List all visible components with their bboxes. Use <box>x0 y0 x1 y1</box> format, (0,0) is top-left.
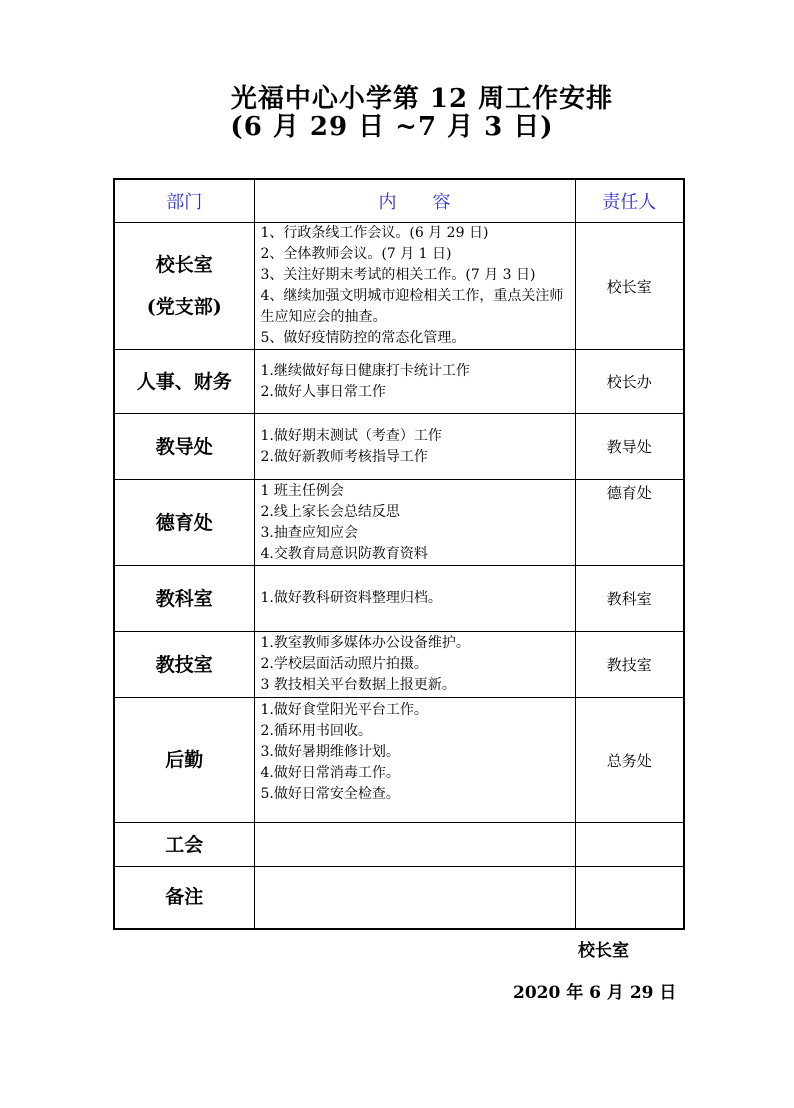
table-header-row <box>114 179 684 223</box>
dept-label: (党支部) <box>146 296 222 318</box>
content-cell <box>254 632 575 698</box>
list-item: 2.学校层面活动照片拍摄。 <box>260 656 428 672</box>
content-cell <box>254 867 575 929</box>
table-row <box>114 414 684 480</box>
content-cell <box>254 698 575 823</box>
list-item: 3、关注好期末考试的相关工作。(7 月 3 日) <box>260 267 536 283</box>
content-cell <box>254 480 575 566</box>
list-item: 1.做好期末测试（考查）工作 <box>260 427 442 444</box>
table-row <box>114 566 684 632</box>
list-item: 2.循环用书回收。 <box>260 723 372 739</box>
table-row <box>114 350 684 414</box>
table-row <box>114 223 684 350</box>
page-subtitle-dates: (6 月 29 日 ~7 月 3 日) <box>230 112 554 142</box>
list-item: 1.教室教师多媒体办公设备维护。 <box>260 635 470 651</box>
responsible-cell: 校长室 <box>575 223 684 350</box>
dept-cell: 备注 <box>114 867 254 929</box>
table-row <box>114 823 684 867</box>
responsible-cell <box>575 823 684 867</box>
list-item: 4.交教育局意识防教育资料 <box>260 545 428 562</box>
list-item: 2.做好新教师考核指导工作 <box>260 448 428 465</box>
list-item: 1.做好教科研资料整理归档。 <box>260 590 442 606</box>
list-item: 2、全体教师会议。(7 月 1 日) <box>260 246 452 262</box>
header-responsible: 责任人 <box>575 179 684 223</box>
list-item: 1、行政条线工作会议。(6 月 29 日) <box>260 225 489 241</box>
dept-cell: 德育处 <box>114 480 254 566</box>
responsible-cell: 总务处 <box>575 698 684 823</box>
table-row <box>114 867 684 929</box>
table-row <box>114 632 684 698</box>
page-title: 光福中心小学第 12 周工作安排 <box>230 84 614 114</box>
list-item: 4.做好日常消毒工作。 <box>260 765 400 781</box>
list-item: 5、做好疫情防控的常态化管理。 <box>260 330 466 346</box>
content-cell <box>254 350 575 414</box>
list-item: 5.做好日常安全检查。 <box>260 786 400 802</box>
list-item: 4、继续加强文明城市迎检相关工作，重点关注师生应知应会的抽查。 <box>260 288 564 325</box>
table-row <box>114 480 684 566</box>
table-row <box>114 698 684 823</box>
header-content: 内 容 <box>254 179 575 223</box>
responsible-cell: 校长办 <box>575 350 684 414</box>
list-item: 3.抽查应知应会 <box>260 524 358 541</box>
list-item: 1.继续做好每日健康打卡统计工作 <box>260 362 470 379</box>
signature-office: 校长室 <box>578 941 629 961</box>
content-cell <box>254 223 575 350</box>
content-cell <box>254 414 575 480</box>
schedule-table <box>113 178 685 930</box>
dept-cell: 教导处 <box>114 414 254 480</box>
responsible-cell: 教技室 <box>575 632 684 698</box>
list-item: 3.做好暑期维修计划。 <box>260 744 400 760</box>
content-cell <box>254 823 575 867</box>
responsible-cell: 教导处 <box>575 414 684 480</box>
responsible-cell: 德育处 <box>575 480 684 566</box>
dept-cell: 人事、财务 <box>114 350 254 414</box>
list-item: 2.做好人事日常工作 <box>260 383 386 400</box>
dept-cell: 教技室 <box>114 632 254 698</box>
signature-date: 2020 年 6 月 29 日 <box>513 983 677 1003</box>
list-item: 1.做好食堂阳光平台工作。 <box>260 702 428 718</box>
header-dept: 部门 <box>114 179 254 223</box>
dept-label: 校长室 <box>155 254 213 276</box>
list-item: 3 教技相关平台数据上报更新。 <box>260 677 456 693</box>
dept-cell: 教科室 <box>114 566 254 632</box>
content-cell <box>254 566 575 632</box>
dept-cell: 工会 <box>114 823 254 867</box>
dept-cell <box>114 223 254 350</box>
list-item: 2.线上家长会总结反思 <box>260 503 400 520</box>
list-item: 1 班主任例会 <box>260 482 344 499</box>
responsible-cell <box>575 867 684 929</box>
dept-cell: 后勤 <box>114 698 254 823</box>
responsible-cell: 教科室 <box>575 566 684 632</box>
